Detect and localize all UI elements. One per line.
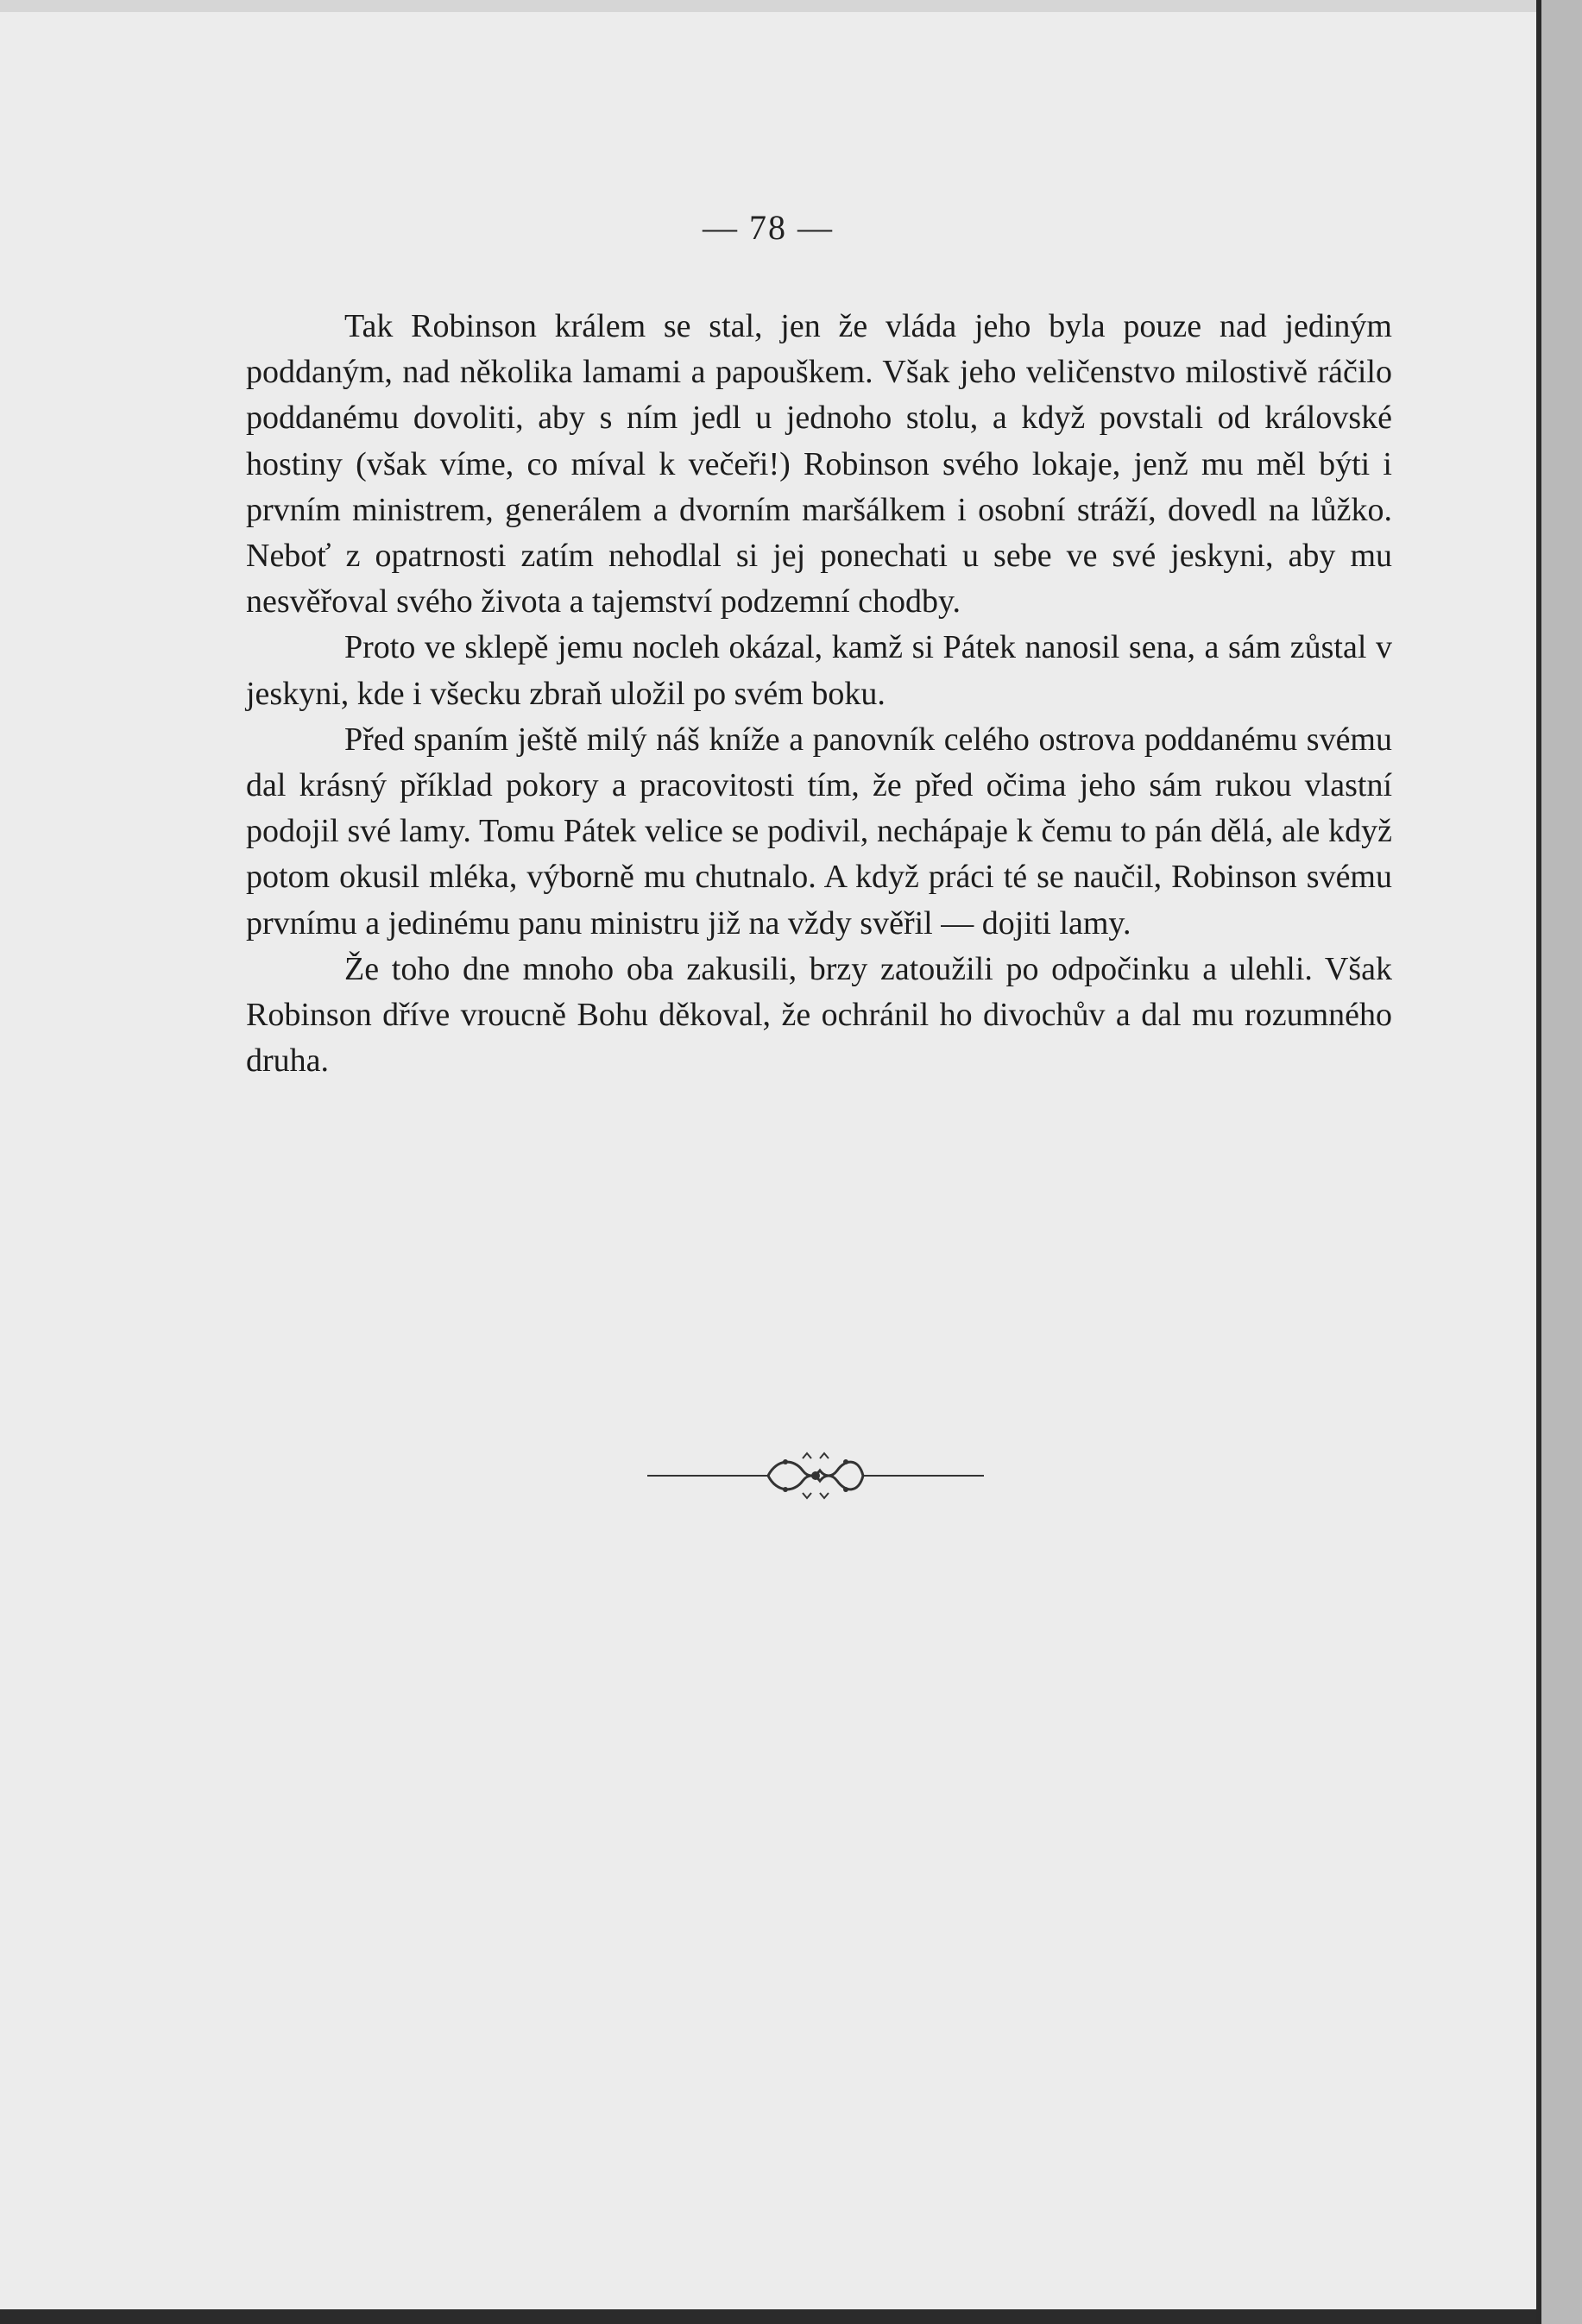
page-bottom-edge bbox=[0, 2309, 1536, 2324]
decorative-ornament-icon bbox=[647, 1450, 984, 1502]
page-top-edge bbox=[0, 0, 1536, 12]
body-text bbox=[246, 304, 1392, 1084]
paragraph: Před spaním ještě milý náš kníže a panovník celého ostrova poddanému svému dal krásný příklad pokory a pracovitosti tím, že před očima jeho sám rukou vlastní podojil své lamy. Tomu Pátek velice se podivil, nechápaje k čemu to pán dělá, ale když potom okusil mléka, výborně mu chutnalo. A když práci té se naučil, Robinson svému prvnímu a jedinému panu ministru již na vždy svěřil — dojiti lamy. bbox=[246, 721, 1392, 942]
paragraph: Tak Robinson králem se stal, jen že vláda jeho byla pouze nad jediným poddaným, nad několika lamami a papouškem. Však jeho veličenstvo milostivě ráčilo poddanému dovoliti, aby s ním jedl u jednoho stolu, a když povstali od královské hostiny (však víme, co míval k večeři!) Robinson svého lokaje, jenž mu měl býti i prvním ministrem, generálem a dvorním maršálkem i osobní stráží, dovedl na lůžko. Neboť z opatrnosti zatím nehodlal si jej ponechati u sebe ve své jeskyni, aby mu nesvěřoval svého života a tajemství podzemní chodby. bbox=[246, 308, 1392, 620]
paragraph: Že toho dne mnoho oba zakusili, brzy zatoužili po odpočinku a ulehli. Však Robinson dříve vroucně Bohu děkoval, že ochránil ho divochův a dal mu rozumného druha. bbox=[246, 950, 1392, 1080]
page-number: — 78 — bbox=[703, 208, 834, 247]
paragraph: Proto ve sklepě jemu nocleh okázal, kamž si Pátek nanosil sena, a sám zůstal v jeskyni, kde i všecku zbraň uložil po svém boku. bbox=[246, 629, 1392, 712]
page-binding-edge bbox=[1536, 0, 1582, 2324]
